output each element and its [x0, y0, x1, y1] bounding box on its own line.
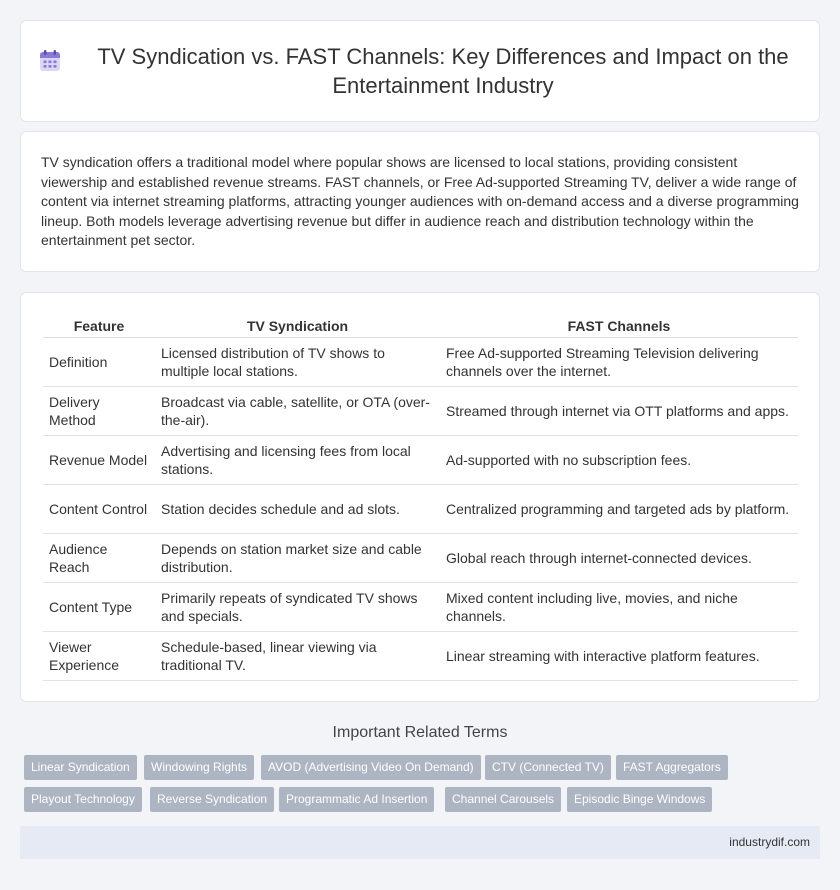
term-tag[interactable]: CTV (Connected TV): [485, 755, 611, 780]
fast-channels-cell: Linear streaming with interactive platform features.: [440, 631, 798, 680]
feature-cell: Audience Reach: [43, 533, 155, 582]
term-tag[interactable]: Episodic Binge Windows: [567, 787, 712, 812]
table-row: [43, 337, 798, 386]
related-terms-heading: Important Related Terms: [332, 724, 508, 741]
fast-channels-cell: Mixed content including live, movies, and niche channels.: [440, 582, 798, 631]
term-tag[interactable]: FAST Aggregators: [616, 755, 728, 780]
header-fast-channels: FAST Channels: [440, 315, 798, 337]
calendar-icon: [37, 48, 63, 74]
fast-channels-cell: Streamed through internet via OTT platforms and apps.: [440, 386, 798, 435]
intro-paragraph: TV syndication offers a traditional model where popular shows are licensed to local stations, providing consistent viewership and established revenue streams. FAST channels, or Free Ad-supported Streaming TV, deliver a wide range of content via internet streaming platforms, attracting younger audiences with on-demand access and a diverse programming lineup. Both models leverage advertising revenue but differ in audience reach and distribution technology within the entertainment pet sector.: [41, 154, 799, 249]
fast-channels-cell: Free Ad-supported Streaming Television delivering channels over the internet.: [440, 337, 798, 386]
feature-cell: Delivery Method: [43, 386, 155, 435]
table-row: [43, 386, 798, 435]
tv-syndication-cell: Advertising and licensing fees from local stations.: [155, 435, 440, 484]
table-row: [43, 484, 798, 533]
feature-cell: Viewer Experience: [43, 631, 155, 680]
feature-cell: Definition: [43, 337, 155, 386]
tv-syndication-cell: Depends on station market size and cable distribution.: [155, 533, 440, 582]
term-tag[interactable]: Playout Technology: [24, 787, 142, 812]
tv-syndication-cell: Station decides schedule and ad slots.: [155, 484, 440, 533]
table-row: [43, 533, 798, 582]
feature-cell: Content Control: [43, 484, 155, 533]
tv-syndication-cell: Broadcast via cable, satellite, or OTA (over-the-air).: [155, 386, 440, 435]
footer: [20, 826, 820, 859]
feature-cell: Revenue Model: [43, 435, 155, 484]
term-tag[interactable]: Programmatic Ad Insertion: [279, 787, 434, 812]
table-row: [43, 582, 798, 631]
header-tv-syndication: TV Syndication: [155, 315, 440, 337]
comparison-card: [20, 292, 820, 702]
term-tag[interactable]: Linear Syndication: [24, 755, 137, 780]
table-header-row: [43, 315, 798, 337]
title-card: [20, 20, 820, 122]
table-row: [43, 631, 798, 680]
feature-cell: Content Type: [43, 582, 155, 631]
fast-channels-cell: Centralized programming and targeted ads by platform.: [440, 484, 798, 533]
table-row: [43, 435, 798, 484]
tv-syndication-cell: Licensed distribution of TV shows to multiple local stations.: [155, 337, 440, 386]
intro-card: [20, 131, 820, 272]
comparison-table: [43, 315, 798, 681]
page-title: TV Syndication vs. FAST Channels: Key Differences and Impact on the Entertainment Industry: [97, 44, 789, 98]
term-tag[interactable]: Reverse Syndication: [150, 787, 274, 812]
tv-syndication-cell: Schedule-based, linear viewing via traditional TV.: [155, 631, 440, 680]
tv-syndication-cell: Primarily repeats of syndicated TV shows and specials.: [155, 582, 440, 631]
footer-site-link[interactable]: industrydif.com: [729, 835, 810, 849]
header-feature: Feature: [43, 315, 155, 337]
fast-channels-cell: Ad-supported with no subscription fees.: [440, 435, 798, 484]
term-tag[interactable]: AVOD (Advertising Video On Demand): [261, 755, 481, 780]
term-tag[interactable]: Windowing Rights: [144, 755, 254, 780]
term-tag[interactable]: Channel Carousels: [445, 787, 561, 812]
fast-channels-cell: Global reach through internet-connected devices.: [440, 533, 798, 582]
